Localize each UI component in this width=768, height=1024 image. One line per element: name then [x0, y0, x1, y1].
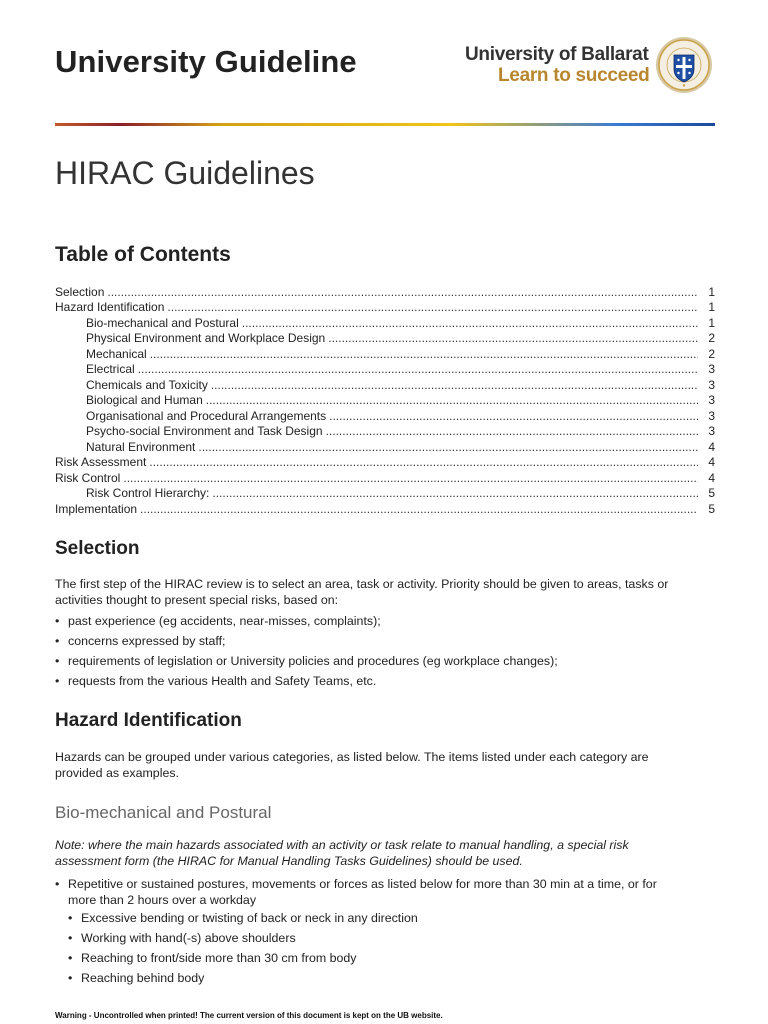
toc-entry[interactable] — [55, 500, 715, 516]
toc-entry-page: 3 — [708, 362, 715, 376]
document-title: HIRAC Guidelines — [55, 155, 315, 191]
toc-leader — [211, 378, 698, 392]
hazard-identification-heading: Hazard Identification — [55, 710, 242, 731]
toc-entry[interactable] — [55, 407, 715, 423]
toc-leader — [123, 471, 698, 485]
selection-intro-line: activities thought to present special risks, based on: — [55, 593, 339, 607]
note-line: Note: where the main hazards associated with an activity or task relate to manual handling, a special risk — [55, 838, 629, 852]
logo-tagline: Learn to succeed — [498, 65, 650, 86]
toc-entry[interactable] — [55, 361, 715, 377]
toc-entry[interactable] — [55, 376, 715, 392]
toc-entry-label: Hazard Identification — [55, 300, 165, 314]
toc-leader — [149, 455, 698, 469]
toc-entry-page: 3 — [708, 408, 715, 423]
toc-entry-page: 2 — [708, 331, 715, 345]
note-line: assessment form (the HIRAC for Manual Handling Tasks Guidelines) should be used. — [55, 854, 523, 868]
list-item-line: • Repetitive or sustained postures, movements or forces as listed below for more than 30 min at a time, or for — [68, 877, 657, 891]
toc-entry[interactable] — [55, 330, 715, 346]
toc-entry-label: Risk Assessment — [55, 455, 147, 469]
toc-leader — [138, 362, 698, 376]
toc-entry-label: Psycho-social Environment and Task Design — [86, 424, 323, 438]
hazard-identification-intro — [55, 749, 715, 781]
toc-leader — [326, 424, 698, 438]
toc-entry-label: Natural Environment — [86, 439, 196, 454]
toc-entry-label: Risk Control — [55, 470, 121, 485]
list-item: • Working with hand(-s) above shoulders — [68, 930, 715, 946]
toc-entry-page: 3 — [708, 424, 715, 438]
toc-entry-page: 4 — [708, 439, 715, 454]
toc-entry-label: Selection — [55, 284, 105, 299]
selection-intro — [55, 576, 715, 608]
biomechanical-sub-bullet-list — [68, 910, 715, 986]
toc-entry-page: 4 — [708, 470, 715, 485]
list-item: • Reaching behind body — [68, 970, 715, 986]
toc-entry-page: 1 — [708, 315, 715, 330]
toc-leader — [212, 486, 698, 500]
toc-entry-label: Electrical — [86, 362, 135, 376]
hazard-intro-line: provided as examples. — [55, 766, 179, 780]
toc-entry-page: 3 — [708, 377, 715, 392]
toc-entry-label: Risk Control Hierarchy: — [86, 486, 210, 500]
biomechanical-note — [55, 837, 715, 869]
toc-entry-page: 3 — [708, 393, 715, 407]
toc-entry-page: 1 — [708, 284, 715, 299]
toc-leader — [167, 300, 698, 314]
list-item — [55, 876, 715, 908]
toc-entry-page: 5 — [708, 501, 715, 516]
toc-leader — [150, 347, 698, 361]
toc-entry-label: Physical Environment and Workplace Design — [86, 331, 326, 345]
toc-entry-page: 5 — [708, 486, 715, 500]
toc-heading: Table of Contents — [55, 243, 231, 266]
hazard-intro-line: Hazards can be grouped under various categories, as listed below. The items listed under each category are — [55, 750, 649, 764]
toc-leader — [107, 285, 698, 299]
footer-warning: Warning - Uncontrolled when printed! The current version of this document is kept on the UB website. — [55, 1011, 443, 1020]
toc-entry-label: Chemicals and Toxicity — [86, 377, 208, 392]
toc-entry-label: Implementation — [55, 501, 138, 516]
toc-leader — [242, 316, 698, 330]
toc-entry[interactable] — [55, 299, 715, 315]
table-of-contents — [55, 283, 715, 516]
list-item: • concerns expressed by staff; — [55, 633, 715, 649]
list-item: • past experience (eg accidents, near-misses, complaints); — [55, 613, 715, 629]
toc-entry-label: Bio-mechanical and Postural — [86, 315, 239, 330]
toc-entry-page: 1 — [708, 300, 715, 314]
toc-entry[interactable] — [55, 314, 715, 330]
biomechanical-heading: Bio-mechanical and Postural — [55, 803, 272, 822]
toc-entry-label: Biological and Human — [86, 393, 203, 407]
list-item: • Excessive bending or twisting of back or neck in any direction — [68, 910, 715, 926]
toc-entry-page: 2 — [708, 346, 715, 361]
list-item-line: more than 2 hours over a workday — [68, 893, 257, 907]
toc-entry[interactable] — [55, 345, 715, 361]
toc-entry[interactable] — [55, 423, 715, 439]
list-item: • requests from the various Health and Safety Teams, etc. — [55, 673, 715, 689]
toc-entry-label: Mechanical — [86, 346, 147, 361]
logo-university-name: University of Ballarat — [465, 44, 649, 65]
toc-leader — [206, 393, 698, 407]
list-item: • requirements of legislation or University policies and procedures (eg workplace changes); — [55, 653, 715, 669]
university-seal-icon — [655, 36, 713, 94]
list-item: • Reaching to front/side more than 30 cm from body — [68, 950, 715, 966]
toc-entry[interactable] — [55, 283, 715, 299]
toc-leader — [140, 502, 698, 516]
header-divider — [55, 123, 715, 126]
toc-entry[interactable] — [55, 454, 715, 470]
selection-heading: Selection — [55, 538, 140, 559]
toc-entry-page: 4 — [708, 455, 715, 469]
selection-intro-line: The first step of the HIRAC review is to select an area, task or activity. Priority should be given to areas, tasks or — [55, 577, 669, 591]
toc-leader — [198, 440, 698, 454]
document-type-heading: University Guideline — [55, 44, 357, 79]
selection-bullet-list — [55, 613, 715, 689]
toc-entry[interactable] — [55, 392, 715, 408]
toc-entry[interactable] — [55, 485, 715, 501]
biomechanical-bullet-list — [55, 876, 715, 908]
toc-entry[interactable] — [55, 438, 715, 454]
toc-leader — [329, 409, 698, 423]
toc-entry-label: Organisational and Procedural Arrangements — [86, 408, 327, 423]
university-logo — [462, 36, 714, 98]
toc-leader — [328, 331, 698, 345]
toc-entry[interactable] — [55, 469, 715, 485]
